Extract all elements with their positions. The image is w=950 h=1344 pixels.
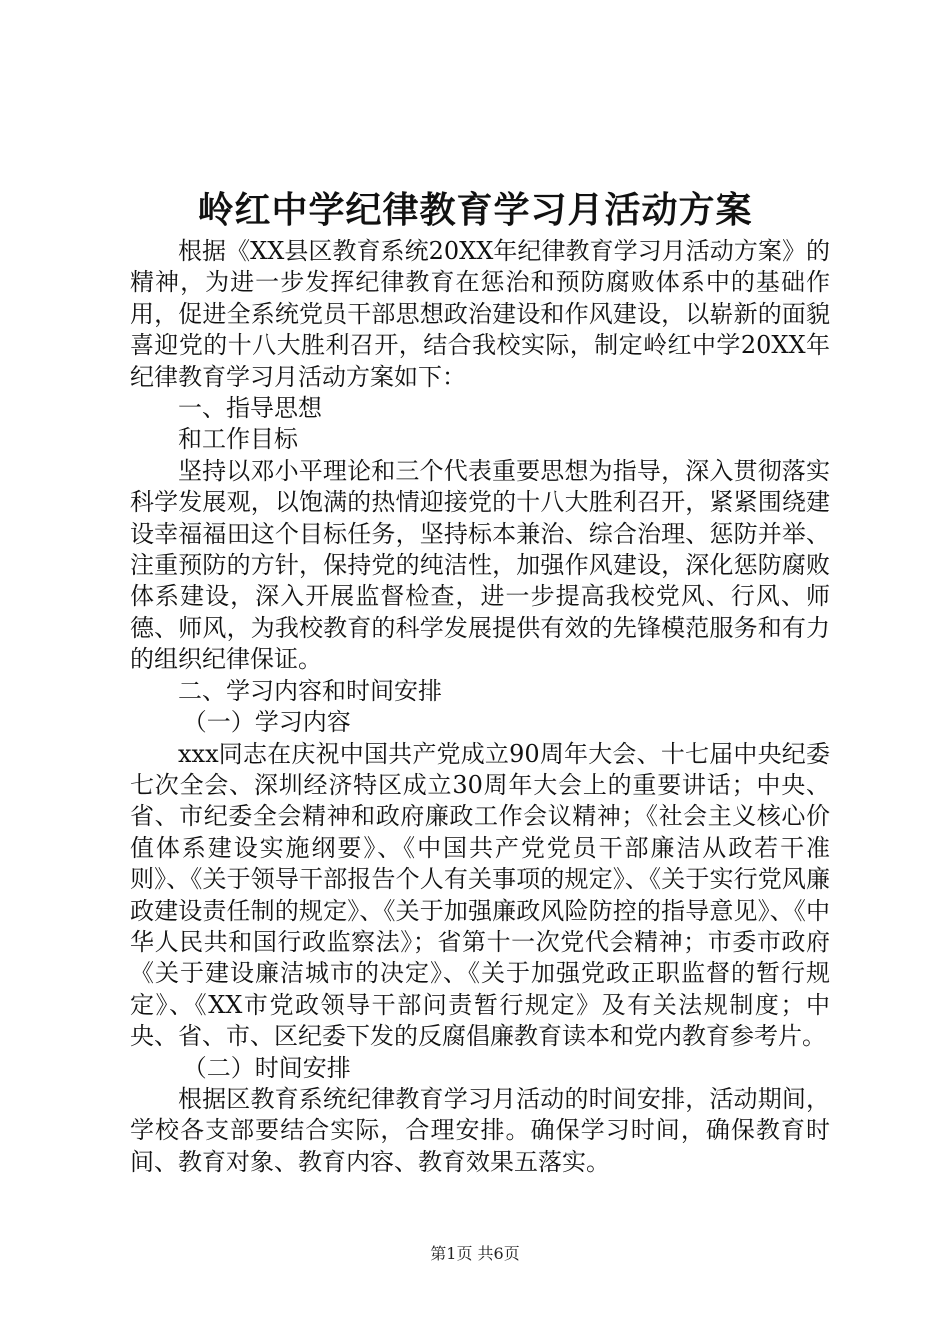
schedule-paragraph: 根据区教育系统纪律教育学习月活动的时间安排，活动期间，学校各支部要结合实际，合理安排。确保学习时间，确保教育时间、教育对象、教育内容、教育效果五落实。 bbox=[130, 1084, 830, 1176]
section-heading-content-schedule: 二、学习内容和时间安排 bbox=[178, 676, 442, 705]
intro-paragraph: 根据《XX县区教育系统20XX年纪律教育学习月活动方案》的精神，为进一步发挥纪律教育在惩治和预防腐败体系中的基础作用，促进全系统党员干部思想政治建设和作风建设，以崭新的面貌喜迎党的十八大胜利召开，结合我校实际，制定岭红中学20XX年纪律教育学习月活动方案如下： bbox=[130, 237, 830, 391]
subsection-heading-schedule: （二）时间安排 bbox=[182, 1053, 351, 1082]
page-footer: 第1页 共6页 bbox=[430, 1244, 520, 1263]
section-heading-work-goal: 和工作目标 bbox=[178, 425, 298, 454]
document-title: 岭红中学纪律教育学习月活动方案 bbox=[197, 189, 753, 231]
document-body bbox=[130, 236, 830, 1178]
subsection-heading-study-content: （一）学习内容 bbox=[182, 708, 351, 737]
study-content-paragraph: xxx同志在庆祝中国共产党成立90周年大会、十七届中央纪委七次全会、深圳经济特区成立30周年大会上的重要讲话；中央、省、市纪委全会精神和政府廉政工作会议精神；《社会主义核心价值体系建设实施纲要》、《中国共产党党员干部廉洁从政若干准则》、《关于领导干部报告个人有关事项的规定》、《关于实行党风廉政建设责任制的规定》、《关于加强廉政风险防控的指导意见》、《中华人民共和国行政监察法》；省第十一次党代会精神；市委市政府《关于建设廉洁城市的决定》、《关于加强党政正职监督的暂行规定》、《XX市党政领导干部问责暂行规定》及有关法规制度；中央、省、市、区纪委下发的反腐倡廉教育读本和党内教育参考片。 bbox=[130, 739, 830, 1051]
section-heading-guiding-thought: 一、指导思想 bbox=[178, 394, 322, 423]
guiding-thought-paragraph: 坚持以邓小平理论和三个代表重要思想为指导，深入贯彻落实科学发展观，以饱满的热情迎接党的十八大胜利召开，紧紧围绕建设幸福福田这个目标任务，坚持标本兼治、综合治理、惩防并举、注重预防的方针，保持党的纯洁性，加强作风建设，深化惩防腐败体系建设，深入开展监督检查，进一步提高我校党风、行风、师德、师风，为我校教育的科学发展提供有效的先锋模范服务和有力的组织纪律保证。 bbox=[130, 456, 830, 674]
